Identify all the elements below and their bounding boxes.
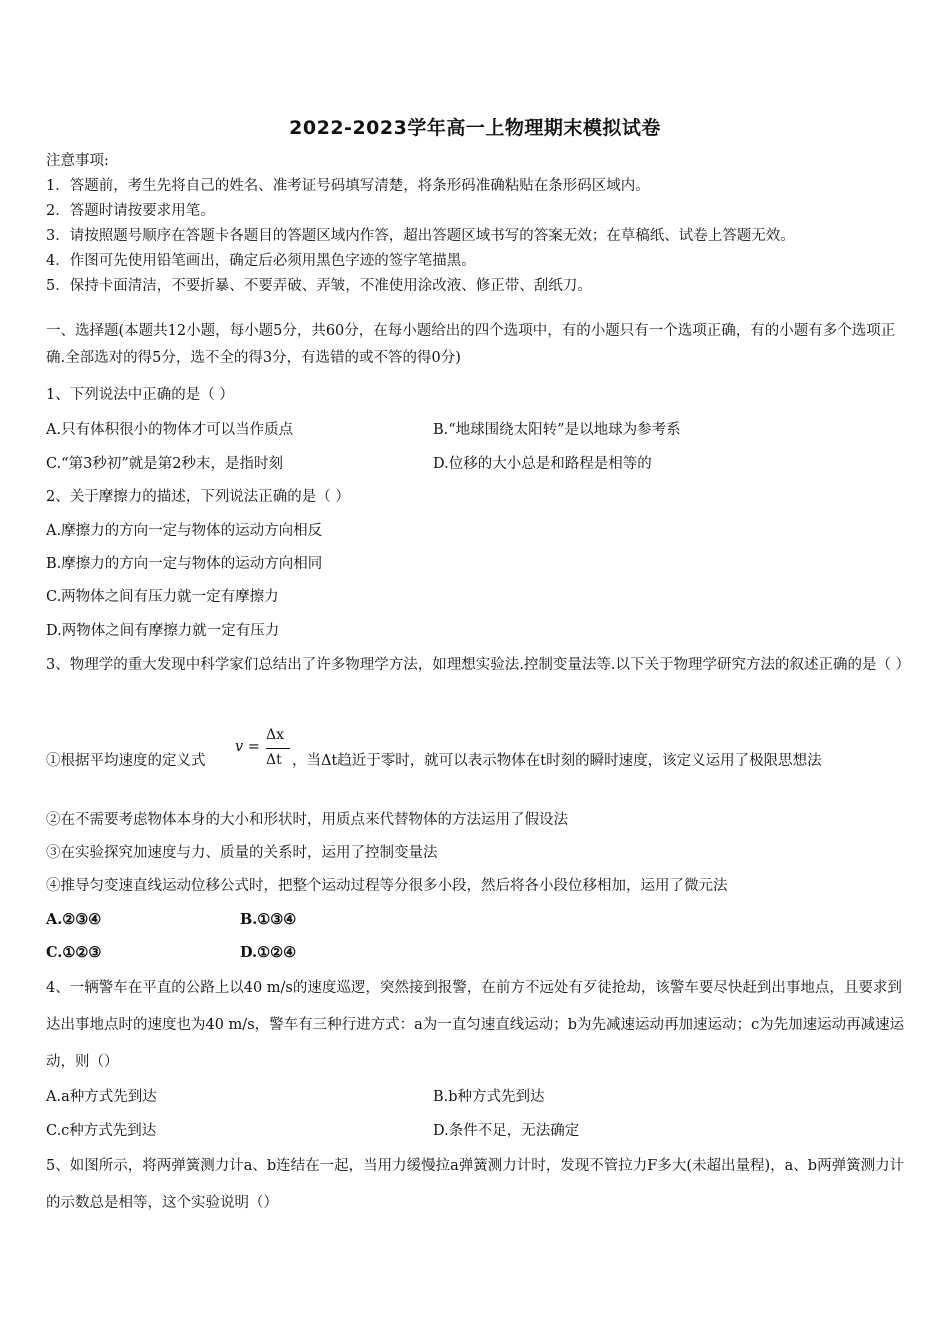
question-stem: 2、关于摩擦力的描述，下列说法正确的是（ ）	[46, 489, 350, 505]
notice-item: 3．请按照题号顺序在答题卡各题目的答题区域内作答，超出答题区域书写的答案无效；在草稿纸、试卷上答题无效。	[46, 228, 795, 244]
question-stem: 5、如图所示，将两弹簧测力计a、b连结在一起，当用力缓慢拉a弹簧测力计时，发现不管拉力F多大(未超出量程)，a、b两弹簧测力计的示数总是相等，这个实验说明（）	[46, 1158, 905, 1211]
option-d: D.①②④	[240, 944, 297, 961]
notice-heading: 注意事项:	[46, 153, 109, 169]
option-a: A.②③④	[46, 911, 102, 928]
option-d: D.两物体之间有摩擦力就一定有压力	[46, 623, 280, 639]
option-b: B.“地球围绕太阳转”是以地球为参考系	[433, 422, 681, 438]
option-b: B.b种方式先到达	[433, 1089, 545, 1105]
question-stem: 1、下列说法中正确的是（ ）	[46, 387, 234, 403]
statement-3: ③在实验探究加速度与力、质量的关系时，运用了控制变量法	[46, 845, 438, 861]
statement-1-prefix: ①根据平均速度的定义式	[46, 753, 206, 769]
option-c: C.“第3秒初”就是第2秒末，是指时刻	[46, 456, 283, 472]
notice-item: 2．答题时请按要求用笔。	[46, 203, 215, 219]
section-heading: 一、选择题(本题共12小题，每小题5分，共60分，在每小题给出的四个选项中，有的小题只有一个选项正确，有的小题有多个选项正确.全部选对的得5分，选不全的得3分，有选错的或不答的得0分)	[46, 323, 896, 366]
notice-item: 4．作图可先使用铅笔画出，确定后必须用黑色字迹的签字笔描黑。	[46, 253, 476, 269]
question-stem: 3、物理学的重大发现中科学家们总结出了许多物理学方法，如理想实验法.控制变量法等.以下关于物理学研究方法的叙述正确的是（ ）	[46, 657, 911, 673]
option-d: D.位移的大小总是和路程是相等的	[433, 456, 652, 472]
option-a: A.只有体积很小的物体才可以当作质点	[46, 422, 294, 438]
notice-item: 5．保持卡面清洁，不要折暴、不要弄破、弄皱，不准使用涂改液、修正带、刮纸刀。	[46, 278, 592, 294]
option-d: D.条件不足，无法确定	[433, 1123, 580, 1139]
statement-2: ②在不需要考虑物体本身的大小和形状时，用质点来代替物体的方法运用了假设法	[46, 812, 568, 828]
formula-v: v =	[235, 739, 260, 755]
statement-1-suffix: ，当Δt趋近于零时，就可以表示物体在t时刻的瞬时速度，该定义运用了极限思想法	[292, 753, 822, 769]
option-a: A.a种方式先到达	[46, 1089, 157, 1105]
notice-item: 1．答题前，考生先将自己的姓名、准考证号码填写清楚，将条形码准确粘贴在条形码区域内。	[46, 178, 650, 194]
option-c: C.①②③	[46, 944, 102, 961]
option-b: B.摩擦力的方向一定与物体的运动方向相同	[46, 556, 323, 572]
option-a: A.摩擦力的方向一定与物体的运动方向相反	[46, 523, 323, 539]
formula-numerator: Δx	[266, 727, 285, 743]
fraction-bar	[266, 748, 290, 749]
option-b: B.①③④	[240, 911, 297, 928]
formula-denominator: Δt	[266, 752, 282, 768]
question-stem: 4、一辆警车在平直的公路上以40 m/s的速度巡逻，突然接到报警，在前方不远处有歹徒抢劫，该警车要尽快赶到出事地点，且要求到达出事地点时的速度也为40 m/s，警车有三种行进方式：a为一直匀速直线运动；b为先减速运动再加速运动；c为先加速运动再减速运动，则（）	[46, 980, 905, 1070]
option-c: C.c种方式先到达	[46, 1123, 157, 1139]
page-title: 2022-2023学年高一上物理期末模拟试卷	[289, 117, 661, 139]
option-c: C.两物体之间有压力就一定有摩擦力	[46, 589, 279, 605]
statement-4: ④推导匀变速直线运动位移公式时，把整个运动过程等分很多小段，然后将各小段位移相加，运用了微元法	[46, 878, 728, 894]
